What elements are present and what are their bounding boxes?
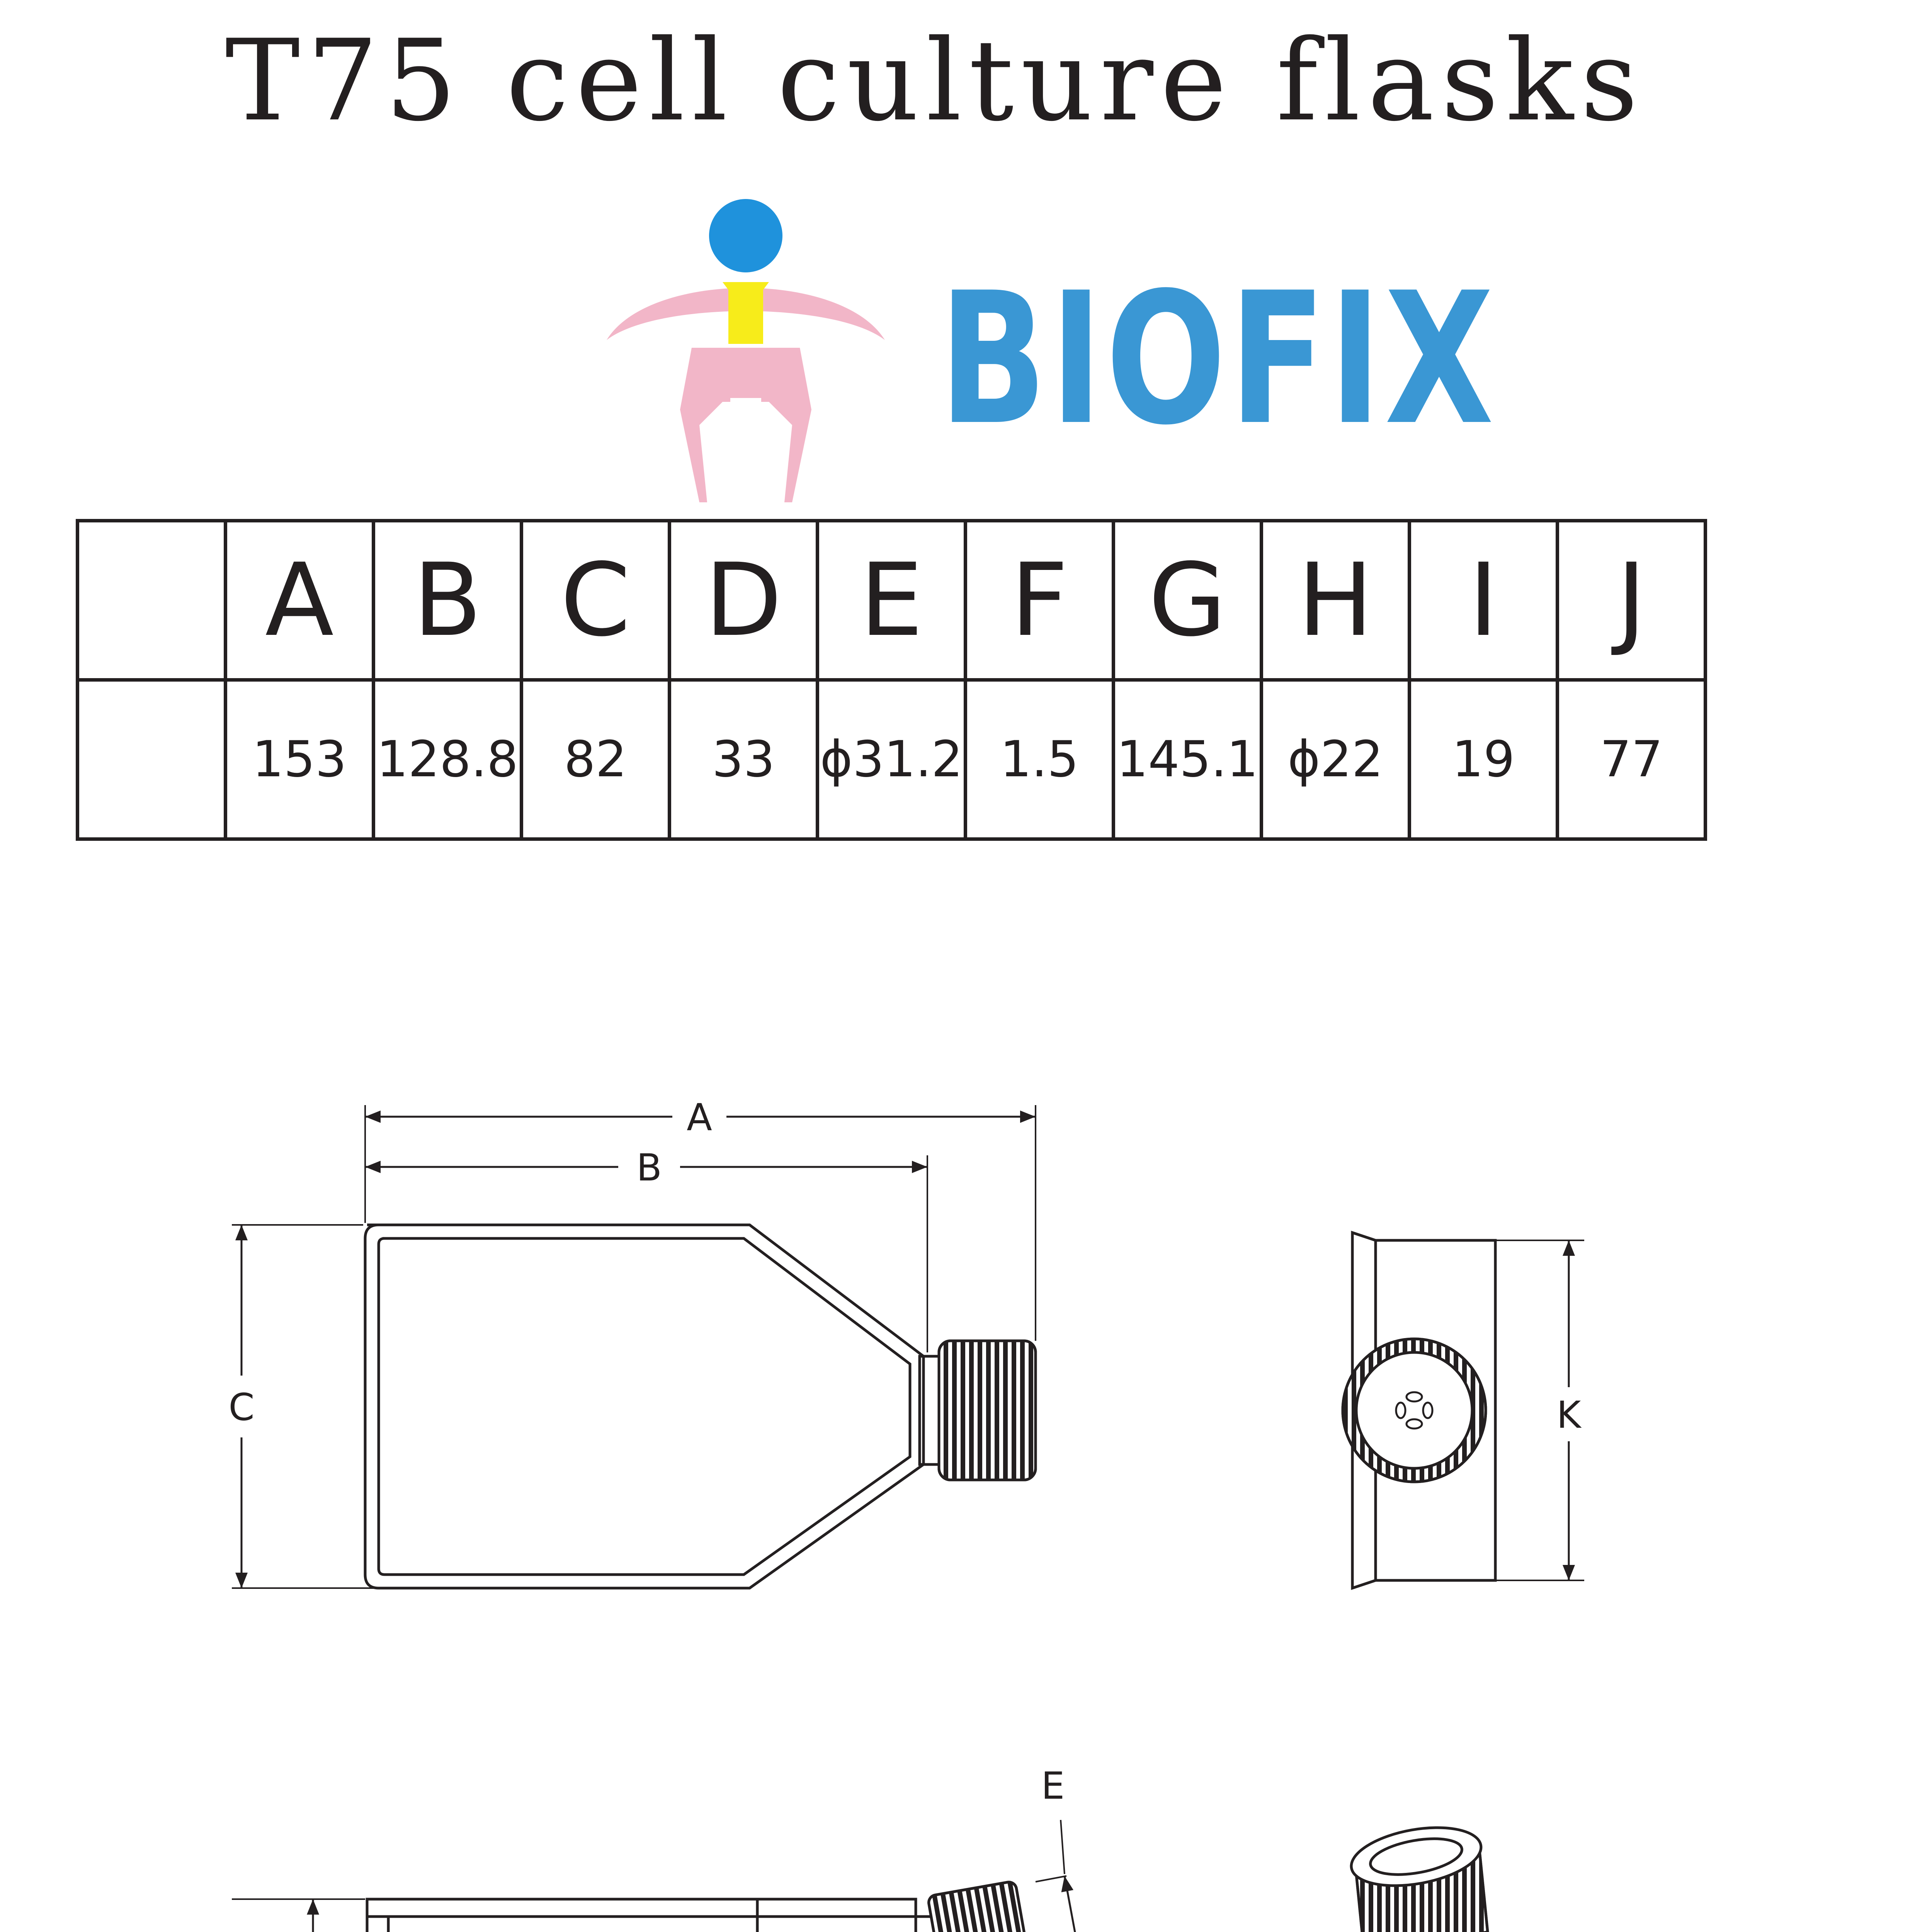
table-value: ϕ22 xyxy=(1262,680,1410,839)
side-view-drawing xyxy=(232,1881,1059,1932)
table-value: 82 xyxy=(522,680,670,839)
table-value: 153 xyxy=(226,680,374,839)
dim-label-k: K xyxy=(1556,1393,1581,1437)
table-letter: F xyxy=(966,521,1114,680)
end-view-drawing xyxy=(1343,1233,1584,1588)
brand-name: BIOFIX xyxy=(939,253,1497,465)
table-value: 77 xyxy=(1558,680,1706,839)
dim-label-e: E xyxy=(1041,1764,1065,1808)
top-view-outline xyxy=(365,1225,923,1588)
end-view-cap-face xyxy=(1356,1352,1472,1468)
dim-label-b: B xyxy=(636,1146,662,1189)
table-letter: C xyxy=(522,521,670,680)
table-letter: B xyxy=(374,521,522,680)
table-letter: G xyxy=(1114,521,1262,680)
dim-label-c: C xyxy=(228,1386,255,1429)
table-letter: H xyxy=(1262,521,1410,680)
table-letter: A xyxy=(226,521,374,680)
table-value: 33 xyxy=(670,680,818,839)
page-title: T75 cell culture flasks xyxy=(225,16,1645,146)
dim-label-a: A xyxy=(687,1096,712,1139)
table-value: ϕ31.2 xyxy=(818,680,966,839)
table-letter: J xyxy=(1558,521,1706,680)
table-letter: I xyxy=(1410,521,1558,680)
top-view-inner-outline xyxy=(379,1238,910,1575)
table-value: 1.5 xyxy=(966,680,1114,839)
table-value: 128.8 xyxy=(374,680,522,839)
top-view-cap xyxy=(939,1341,1036,1480)
table-value: 19 xyxy=(1410,680,1558,839)
isometric-flask-drawing xyxy=(1302,1819,1642,1932)
table-letter: E xyxy=(818,521,966,680)
dim-line-e xyxy=(1065,1876,1090,1932)
top-view-drawing xyxy=(232,1105,1036,1588)
table-letter: D xyxy=(670,521,818,680)
table-value: 145.1 xyxy=(1114,680,1262,839)
